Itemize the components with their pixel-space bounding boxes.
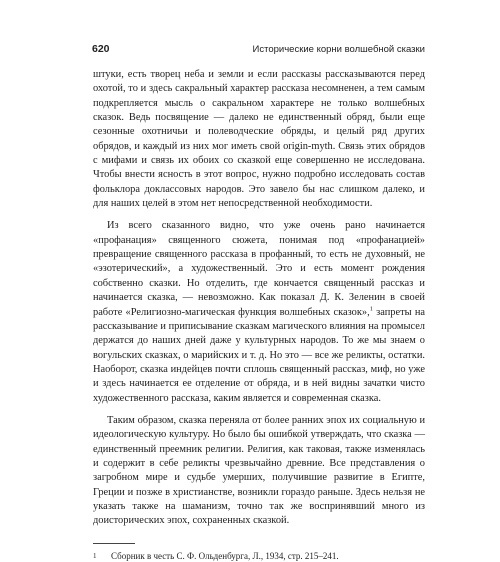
page-body — [93, 68, 425, 562]
paragraph-1: штуки, есть творец неба и земли и если рассказы рассказываются перед охотой, то и здесь сакральный характер рассказа несомненен, а тем самым подкрепляется мысль о сакральном характере не только волшебных сказок. Ведь посвящение — далеко не единственный обряд, были еще сезонные охотничьи и полеводческие обряды, и целый ряд других обрядов, и каждый из них мог иметь свой origin-myth. Связь этих обрядов с мифами и связь их обоих со сказкой еще совершенно не исследована. Чтобы внести ясность в этот вопрос, нужно подробно исследовать состав фольклора доклассовых народов. Это завело бы нас слишком далеко, и для наших целей в этом нет непосредственной необходимости. — [93, 69, 425, 210]
running-title: Исторические корни волшебной сказки — [252, 44, 425, 55]
running-header — [92, 43, 425, 55]
paragraph-3: Таким образом, сказка переняла от более ранних эпох их социальную и идеологическую культуру. Но было бы ошибкой утверждать, что сказка — единственный преемник религии. Религия, как таковая, также изменялась и содержит в себе реликты чрезвычайно древние. Все представления о загробном мире и судьбе умерших, получившие развитие в Египте, Греции и позже в христианстве, возникли гораздо раньше. Здесь нельзя не указать также на шаманизм, точно так же воспринявший много из доисторических эпох, сохраненных сказкой. — [93, 414, 425, 527]
paragraph-2 — [93, 219, 425, 405]
paragraph-2-text-before-note: Из всего сказанного видно, что уже очень рано начинается «профанация» священного сюжета, понимая под «профанацией» превращение священного рассказа в профанный, то есть не духовный, не «эзотерический», а художественный. Это и есть момент рождения собственно сказки. Но отделить, где кончается священный рассказ и начинается сказка, — невозможно. Как показал Д. К. Зеленин в своей работе «Религиозно-магическая функция волшебных сказок», — [93, 220, 425, 318]
footnote-text: Сборник в честь С. Ф. Ольденбурга, Л., 1934, стр. 215–241. — [111, 550, 339, 561]
footnote — [93, 550, 425, 562]
footnote-divider — [93, 543, 135, 544]
footnote-mark: 1 — [93, 551, 97, 560]
page-number: 620 — [92, 43, 110, 55]
footnote-reference[interactable]: 1 — [369, 305, 373, 313]
paragraph-2-text-after-note: запреты на рассказывание и приписывание сказкам магического влияния на промысел держатся до наших дней даже у культурных народов. То же мы знаем о вогульских сказках, о марийских и т. д. Но это — все же реликты, остатки. Наоборот, сказка индейцев почти сплошь священный рассказ, миф, но уже и здесь начинается ее отделение от обряда, и в ней видны зачатки чисто художественного рассказа, каким является и современная сказка. — [93, 306, 425, 404]
